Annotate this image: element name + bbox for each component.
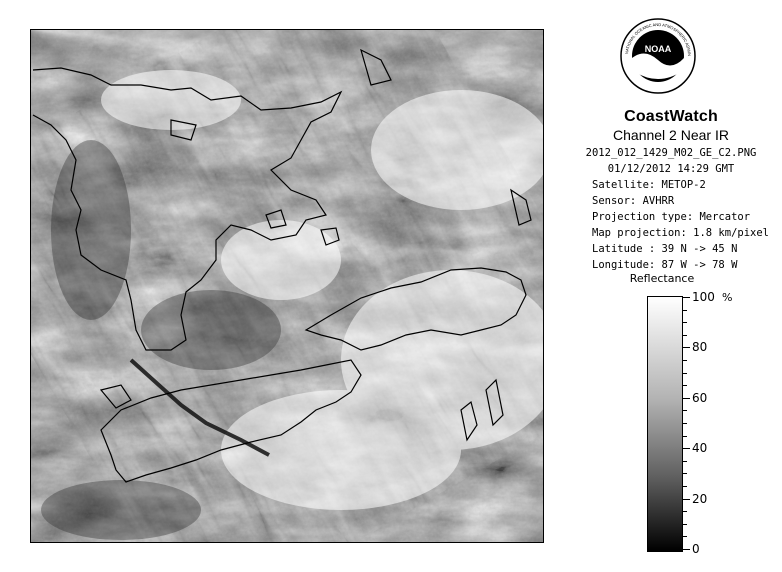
satellite-map (31, 30, 543, 542)
legend-title: Reflectance (629, 272, 695, 285)
colorbar-tick (682, 486, 687, 487)
colorbar-tick-label: 40 (692, 441, 708, 455)
colorbar-tick (682, 511, 687, 512)
colorbar-tick (682, 347, 690, 348)
colorbar-tick (682, 398, 690, 399)
colorbar-tick (682, 297, 690, 298)
colorbar-tick-label: 80 (692, 340, 708, 354)
latitude-range: Latitude : 39 N -> 45 N (592, 243, 738, 255)
colorbar-tick (682, 461, 687, 462)
reflectance-colorbar (647, 296, 683, 552)
colorbar-tick-label: 20 (692, 492, 708, 506)
colorbar-tick (682, 499, 690, 500)
colorbar-tick (682, 385, 687, 386)
brand-title: CoastWatch (624, 108, 718, 125)
colorbar-tick-label: 0 (692, 542, 700, 556)
legend-unit: % (722, 291, 733, 304)
colorbar-tick (682, 335, 687, 336)
colorbar-tick (682, 423, 687, 424)
map-projection: Map projection: 1.8 km/pixel (592, 227, 770, 239)
projection-type: Projection type: Mercator (592, 211, 751, 223)
logo-ring-text: NATIONAL OCEANIC AND ATMOSPHERIC ADMIN (624, 21, 693, 57)
colorbar-tick-label: 60 (692, 391, 708, 405)
colorbar-tick (682, 524, 687, 525)
colorbar-tick (682, 373, 687, 374)
colorbar-tick (682, 410, 687, 411)
colorbar-tick-label: 100 (692, 290, 715, 304)
datetime: 01/12/2012 14:29 GMT (607, 163, 735, 175)
colorbar-tick (682, 473, 687, 474)
satellite-info: Satellite: METOP-2 (592, 179, 706, 191)
colorbar-tick (682, 310, 687, 311)
colorbar-tick (682, 322, 687, 323)
colorbar-tick (682, 360, 687, 361)
longitude-range: Longitude: 87 W -> 78 W (592, 259, 738, 271)
filename: 2012_012_1429_M02_GE_C2.PNG (585, 147, 757, 159)
noaa-logo-icon (620, 18, 696, 94)
satellite-image (30, 29, 544, 543)
logo-center-text: NOAA (644, 44, 672, 54)
colorbar-tick (682, 448, 690, 449)
colorbar-tick (682, 536, 687, 537)
colorbar-tick (682, 549, 690, 550)
sensor-info: Sensor: AVHRR (592, 195, 675, 207)
colorbar-tick (682, 436, 687, 437)
channel-title: Channel 2 Near IR (613, 127, 729, 143)
